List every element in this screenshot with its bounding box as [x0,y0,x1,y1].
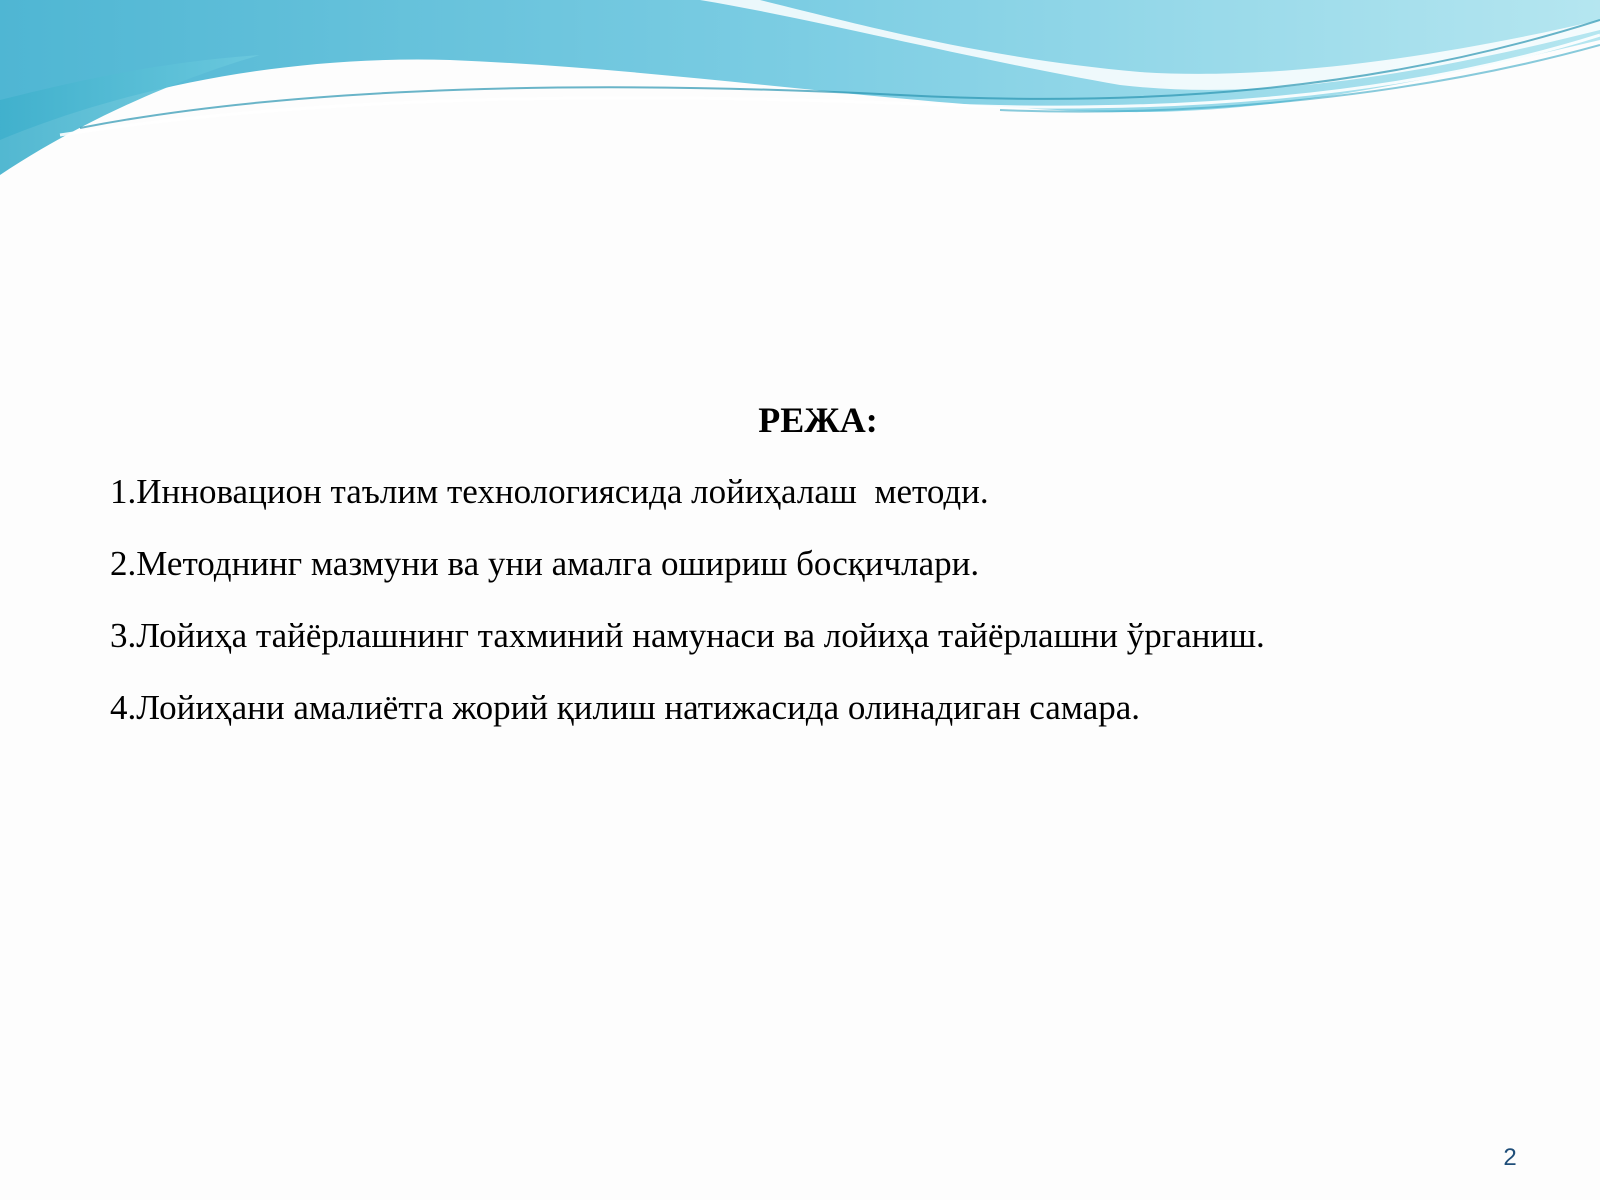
plan-item: 1.Инновацион таълим технологиясида лойиҳалаш методи. [110,472,989,511]
plan-list [110,470,1550,758]
plan-title: РЕЖА: [758,400,878,440]
page-number: 2 [1503,1144,1517,1171]
plan-item: 4.Лойиҳани амалиётга жорий қилиш натижасида олинадиган самара. [110,688,1141,727]
header-wave-decoration [0,0,1600,200]
plan-item: 2.Методнинг мазмуни ва уни амалга ошириш босқичлари. [110,544,980,583]
plan-item: 3.Лойиҳа тайёрлашнинг тахминий намунаси ва лойиҳа тайёрлашни ўрганиш. [110,616,1265,655]
